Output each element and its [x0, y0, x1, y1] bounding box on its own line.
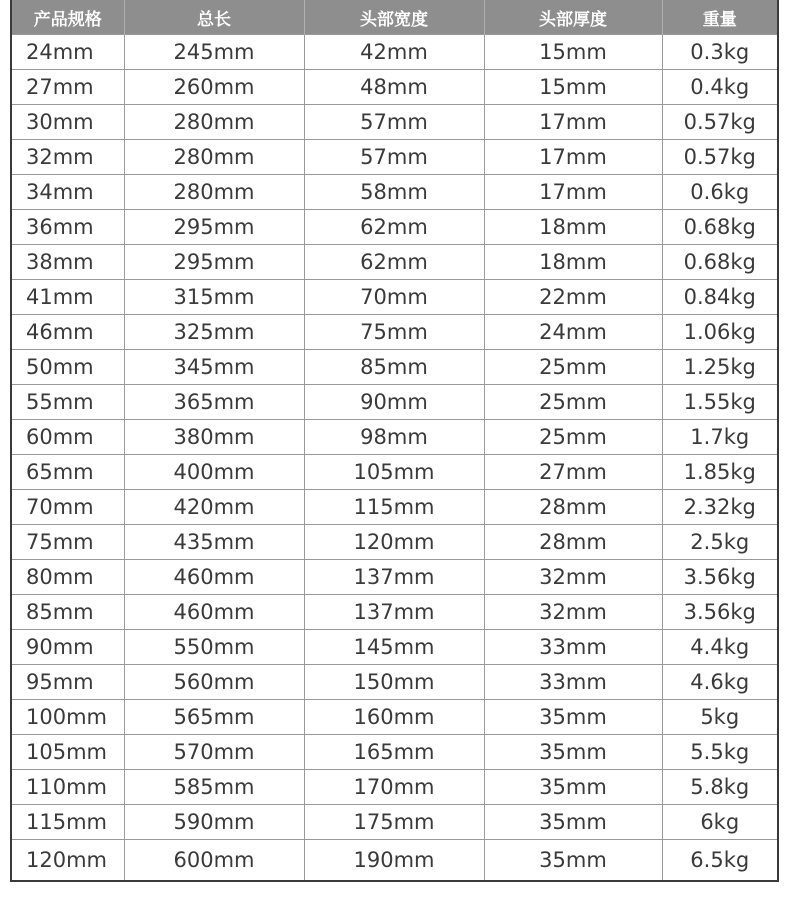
head-width-cell: 150mm: [304, 665, 484, 700]
head-thickness-cell: 17mm: [484, 140, 662, 175]
total-length-cell: 280mm: [124, 140, 304, 175]
table-row: [11, 420, 778, 455]
weight-cell: 0.4kg: [662, 70, 778, 105]
table-row: [11, 210, 778, 245]
weight-cell: 6.5kg: [662, 840, 778, 882]
weight-cell: 5.8kg: [662, 770, 778, 805]
table-row: [11, 595, 778, 630]
head-width-cell: 90mm: [304, 385, 484, 420]
weight-cell: 0.6kg: [662, 175, 778, 210]
weight-cell: 0.68kg: [662, 210, 778, 245]
total-length-cell: 600mm: [124, 840, 304, 882]
total-length-cell: 585mm: [124, 770, 304, 805]
table-row: [11, 315, 778, 350]
total-length-cell: 315mm: [124, 280, 304, 315]
total-length-cell: 295mm: [124, 210, 304, 245]
total-length-cell: 280mm: [124, 175, 304, 210]
head-width-cell: 137mm: [304, 595, 484, 630]
weight-cell: 1.7kg: [662, 420, 778, 455]
table-row: [11, 280, 778, 315]
spec-cell: 46mm: [11, 315, 124, 350]
spec-cell: 95mm: [11, 665, 124, 700]
spec-cell: 24mm: [11, 35, 124, 70]
head-thickness-cell: 17mm: [484, 175, 662, 210]
head-width-cell: 160mm: [304, 700, 484, 735]
spec-cell: 100mm: [11, 700, 124, 735]
head-thickness-cell: 15mm: [484, 70, 662, 105]
weight-cell: 1.85kg: [662, 455, 778, 490]
weight-cell: 6kg: [662, 805, 778, 840]
head-thickness-cell: 35mm: [484, 840, 662, 882]
head-width-cell: 42mm: [304, 35, 484, 70]
head-width-cell: 58mm: [304, 175, 484, 210]
spec-cell: 50mm: [11, 350, 124, 385]
total-length-cell: 460mm: [124, 560, 304, 595]
table-body: [11, 35, 778, 882]
spec-cell: 38mm: [11, 245, 124, 280]
weight-cell: 2.5kg: [662, 525, 778, 560]
total-length-cell: 345mm: [124, 350, 304, 385]
head-width-cell: 57mm: [304, 140, 484, 175]
total-length-cell: 295mm: [124, 245, 304, 280]
spec-cell: 80mm: [11, 560, 124, 595]
spec-cell: 41mm: [11, 280, 124, 315]
head-thickness-cell: 24mm: [484, 315, 662, 350]
weight-cell: 3.56kg: [662, 560, 778, 595]
table-row: [11, 770, 778, 805]
head-width-cell: 85mm: [304, 350, 484, 385]
table-row: [11, 490, 778, 525]
table-row: [11, 455, 778, 490]
table-row: [11, 805, 778, 840]
total-length-cell: 550mm: [124, 630, 304, 665]
spec-cell: 115mm: [11, 805, 124, 840]
head-thickness-cell: 33mm: [484, 665, 662, 700]
spec-cell: 90mm: [11, 630, 124, 665]
total-length-cell: 280mm: [124, 105, 304, 140]
head-thickness-cell: 15mm: [484, 35, 662, 70]
table-row: [11, 140, 778, 175]
spec-cell: 85mm: [11, 595, 124, 630]
head-thickness-cell: 35mm: [484, 700, 662, 735]
table-row: [11, 665, 778, 700]
total-length-cell: 460mm: [124, 595, 304, 630]
head-thickness-cell: 35mm: [484, 735, 662, 770]
table-row: [11, 175, 778, 210]
total-length-cell: 565mm: [124, 700, 304, 735]
spec-cell: 105mm: [11, 735, 124, 770]
total-length-cell: 260mm: [124, 70, 304, 105]
weight-cell: 5kg: [662, 700, 778, 735]
head-width-cell: 57mm: [304, 105, 484, 140]
total-length-cell: 435mm: [124, 525, 304, 560]
head-width-cell: 145mm: [304, 630, 484, 665]
total-length-cell: 325mm: [124, 315, 304, 350]
head-width-cell: 170mm: [304, 770, 484, 805]
weight-cell: 1.06kg: [662, 315, 778, 350]
total-length-cell: 380mm: [124, 420, 304, 455]
weight-cell: 2.32kg: [662, 490, 778, 525]
spec-cell: 75mm: [11, 525, 124, 560]
spec-cell: 27mm: [11, 70, 124, 105]
table-row: [11, 350, 778, 385]
header-total-length: 总长: [124, 0, 304, 35]
head-thickness-cell: 22mm: [484, 280, 662, 315]
header-row: [11, 0, 778, 35]
total-length-cell: 365mm: [124, 385, 304, 420]
head-thickness-cell: 27mm: [484, 455, 662, 490]
spec-cell: 65mm: [11, 455, 124, 490]
spec-cell: 30mm: [11, 105, 124, 140]
spec-cell: 36mm: [11, 210, 124, 245]
table-row: [11, 735, 778, 770]
weight-cell: 0.57kg: [662, 140, 778, 175]
head-thickness-cell: 18mm: [484, 210, 662, 245]
weight-cell: 0.3kg: [662, 35, 778, 70]
weight-cell: 5.5kg: [662, 735, 778, 770]
head-width-cell: 62mm: [304, 245, 484, 280]
total-length-cell: 245mm: [124, 35, 304, 70]
head-thickness-cell: 35mm: [484, 805, 662, 840]
head-thickness-cell: 32mm: [484, 560, 662, 595]
spec-cell: 110mm: [11, 770, 124, 805]
header-head-width: 头部宽度: [304, 0, 484, 35]
head-thickness-cell: 17mm: [484, 105, 662, 140]
head-width-cell: 98mm: [304, 420, 484, 455]
weight-cell: 0.68kg: [662, 245, 778, 280]
table-row: [11, 525, 778, 560]
spec-cell: 34mm: [11, 175, 124, 210]
head-width-cell: 175mm: [304, 805, 484, 840]
head-thickness-cell: 28mm: [484, 525, 662, 560]
head-width-cell: 75mm: [304, 315, 484, 350]
head-thickness-cell: 25mm: [484, 420, 662, 455]
head-width-cell: 105mm: [304, 455, 484, 490]
header-weight: 重量: [662, 0, 778, 35]
footer-strip: [0, 896, 790, 912]
table-row: [11, 630, 778, 665]
weight-cell: 0.84kg: [662, 280, 778, 315]
spec-table: [10, 0, 779, 882]
table-row: [11, 35, 778, 70]
table-row: [11, 105, 778, 140]
head-thickness-cell: 33mm: [484, 630, 662, 665]
spec-cell: 60mm: [11, 420, 124, 455]
head-width-cell: 137mm: [304, 560, 484, 595]
spec-cell: 70mm: [11, 490, 124, 525]
head-width-cell: 165mm: [304, 735, 484, 770]
weight-cell: 0.57kg: [662, 105, 778, 140]
total-length-cell: 420mm: [124, 490, 304, 525]
head-thickness-cell: 25mm: [484, 350, 662, 385]
head-thickness-cell: 32mm: [484, 595, 662, 630]
table-row: [11, 70, 778, 105]
weight-cell: 3.56kg: [662, 595, 778, 630]
table-row: [11, 700, 778, 735]
spec-cell: 55mm: [11, 385, 124, 420]
spec-cell: 32mm: [11, 140, 124, 175]
head-width-cell: 62mm: [304, 210, 484, 245]
head-thickness-cell: 28mm: [484, 490, 662, 525]
head-width-cell: 70mm: [304, 280, 484, 315]
weight-cell: 4.4kg: [662, 630, 778, 665]
weight-cell: 1.25kg: [662, 350, 778, 385]
head-width-cell: 190mm: [304, 840, 484, 882]
head-width-cell: 115mm: [304, 490, 484, 525]
head-thickness-cell: 35mm: [484, 770, 662, 805]
table-row: [11, 385, 778, 420]
total-length-cell: 570mm: [124, 735, 304, 770]
head-thickness-cell: 25mm: [484, 385, 662, 420]
header-spec: 产品规格: [11, 0, 124, 35]
table-row: [11, 560, 778, 595]
weight-cell: 4.6kg: [662, 665, 778, 700]
head-thickness-cell: 18mm: [484, 245, 662, 280]
total-length-cell: 560mm: [124, 665, 304, 700]
table-row: [11, 245, 778, 280]
spec-cell: 120mm: [11, 840, 124, 882]
total-length-cell: 400mm: [124, 455, 304, 490]
head-width-cell: 48mm: [304, 70, 484, 105]
head-width-cell: 120mm: [304, 525, 484, 560]
total-length-cell: 590mm: [124, 805, 304, 840]
table-row: [11, 840, 778, 882]
weight-cell: 1.55kg: [662, 385, 778, 420]
header-head-thickness: 头部厚度: [484, 0, 662, 35]
table-header: [11, 0, 778, 35]
